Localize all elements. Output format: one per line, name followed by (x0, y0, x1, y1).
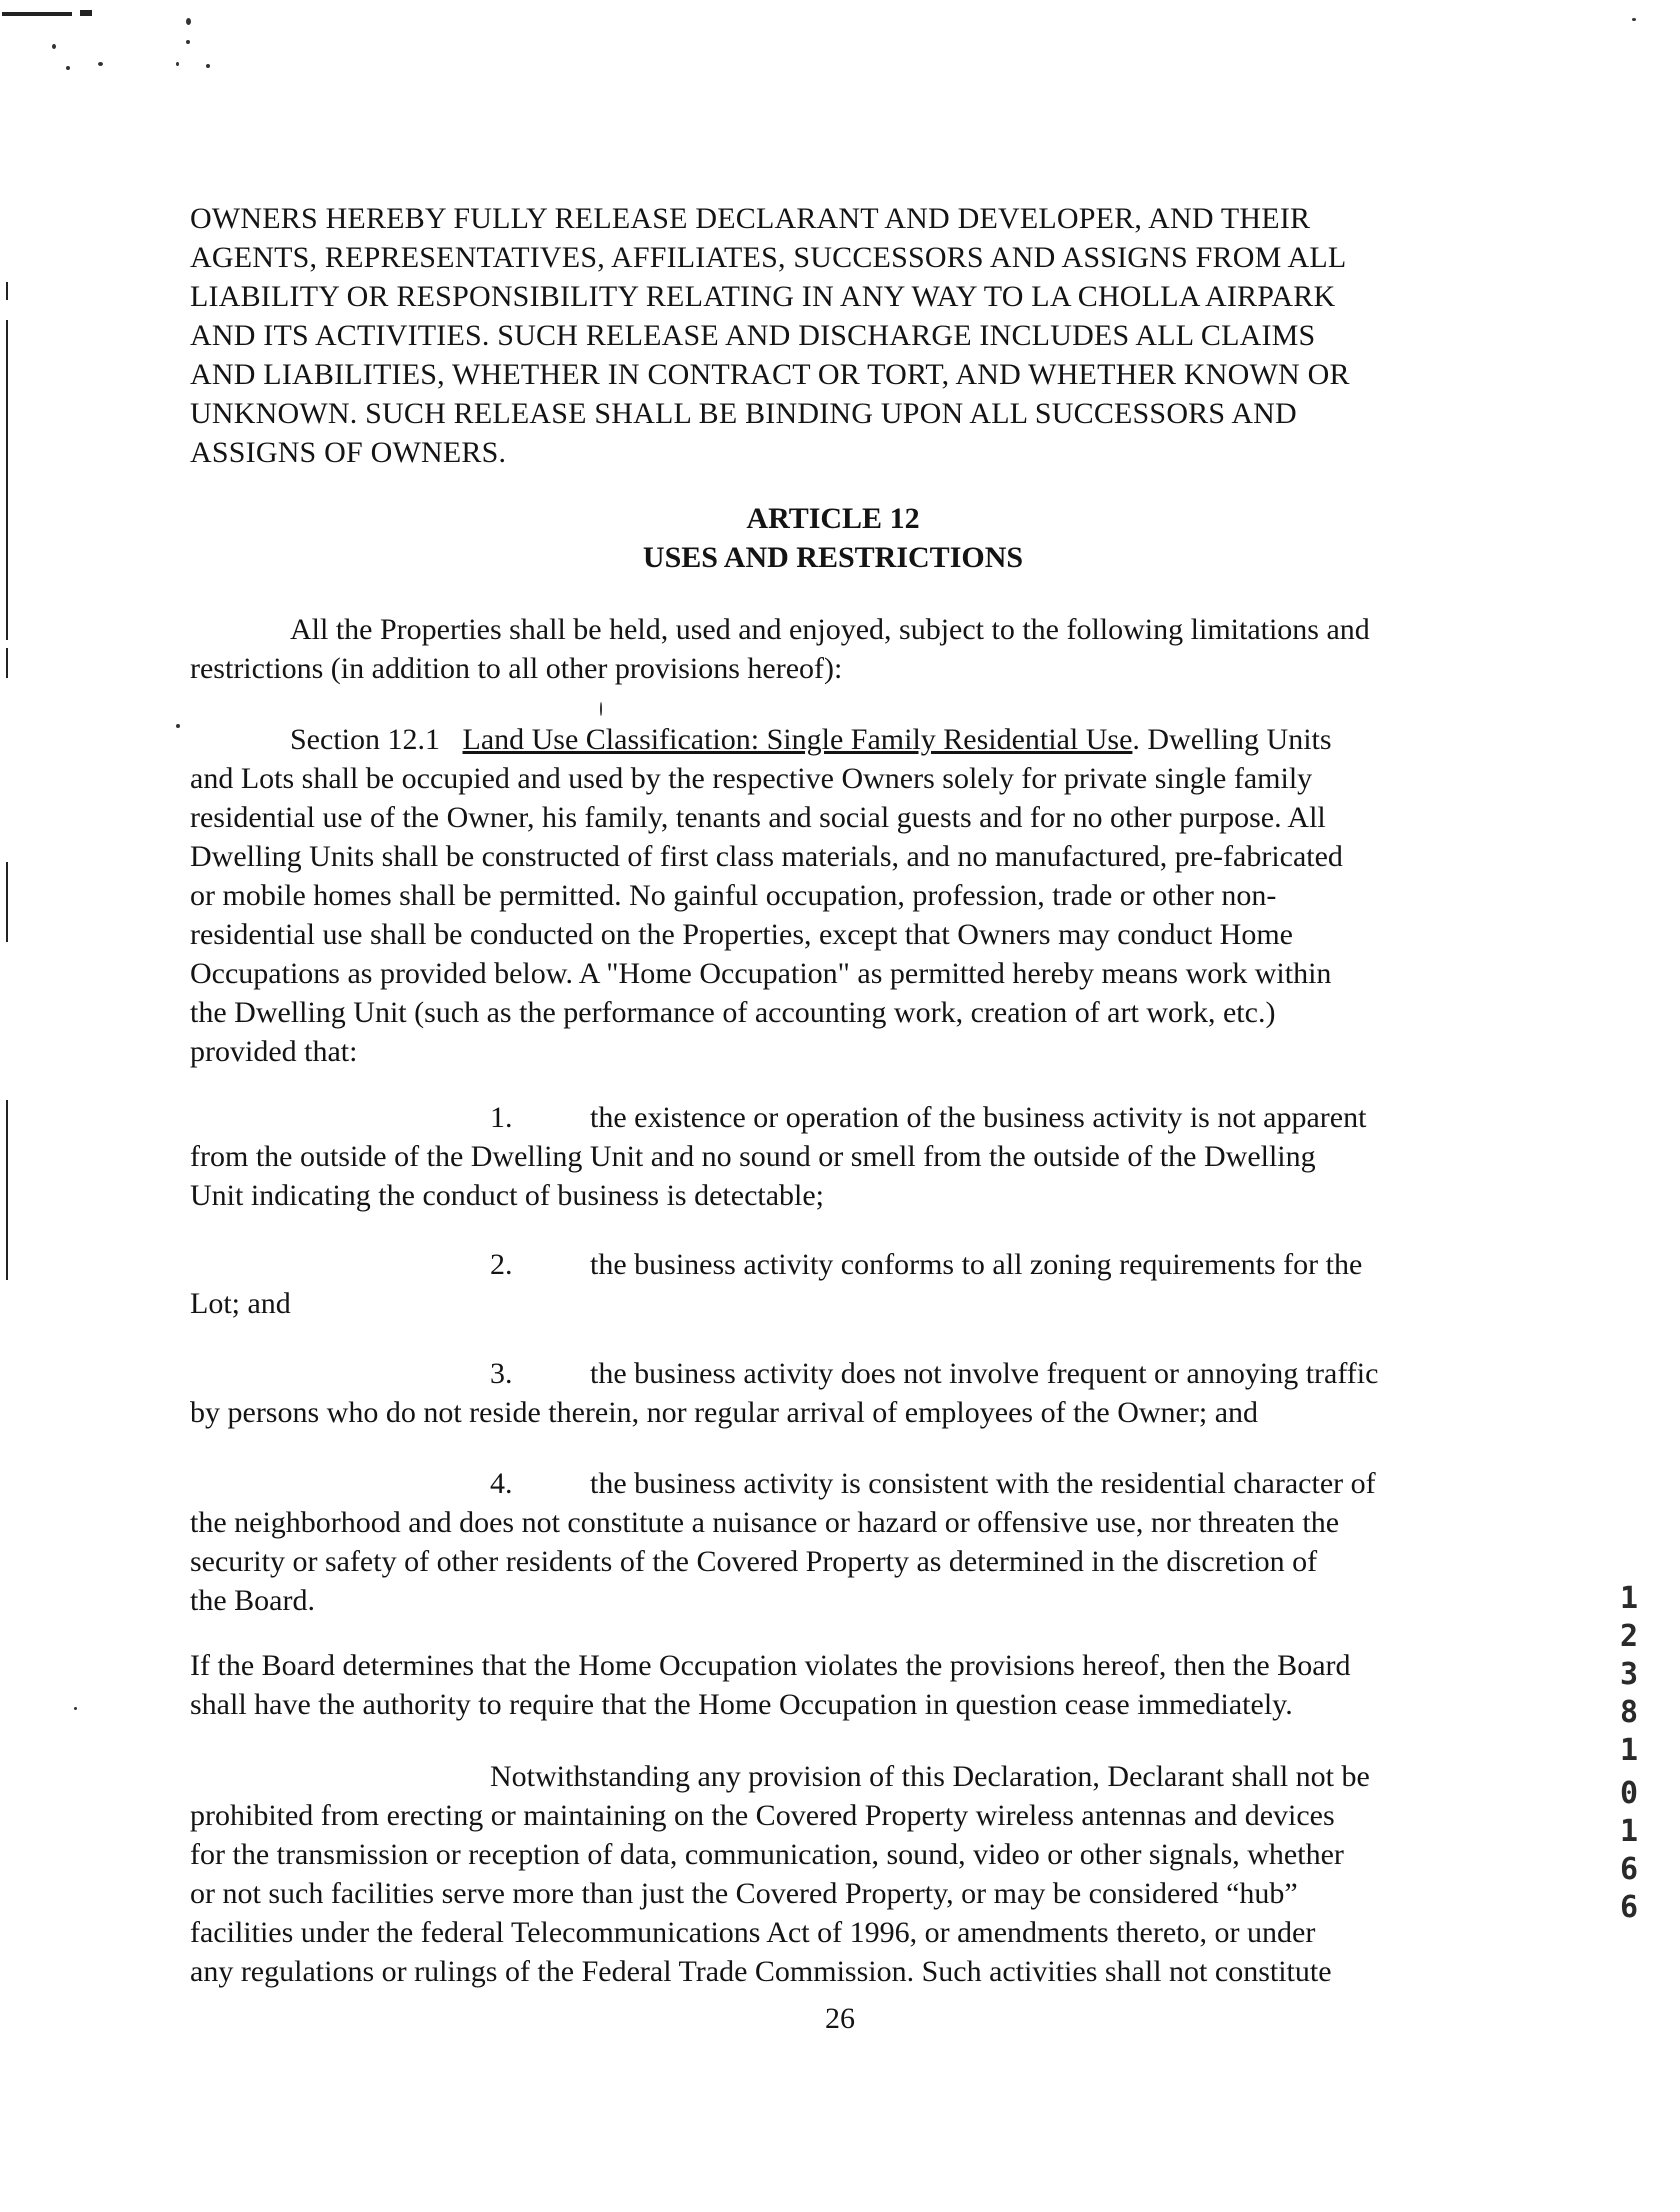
section-heading: Land Use Classification: Single Family Residential Use (462, 723, 1133, 756)
page-number: 26 (825, 2002, 855, 2035)
text-line: residential use of the Owner, his family, tenants and social guests and for no other purpose. All (190, 801, 1326, 834)
text-line: AGENTS, REPRESENTATIVES, AFFILIATES, SUCCESSORS AND ASSIGNS FROM ALL (190, 241, 1347, 274)
text-line: Lot; and (190, 1287, 291, 1320)
margin-bar (6, 1100, 8, 1280)
text-line: AND LIABILITIES, WHETHER IN CONTRACT OR TORT, AND WHETHER KNOWN OR (190, 358, 1350, 391)
margin-bar (6, 648, 8, 678)
stamp-digit: 1 (1619, 1581, 1639, 1616)
scan-artifact (80, 10, 92, 16)
condition-item (190, 1354, 1476, 1432)
text-line: OWNERS HEREBY FULLY RELEASE DECLARANT AND DEVELOPER, AND THEIR (190, 202, 1311, 235)
scan-artifact (52, 44, 56, 49)
condition-first-line (190, 1464, 1476, 1503)
text-line: the Board. (190, 1584, 315, 1617)
text-line: or not such facilities serve more than just the Covered Property, or may be considered “hub” (190, 1877, 1298, 1910)
text-line: Occupations as provided below. A "Home Occupation" as permitted hereby means work within (190, 957, 1332, 990)
text-line: for the transmission or reception of data, communication, sound, video or other signals, whether (190, 1838, 1344, 1871)
text-line: AND ITS ACTIVITIES. SUCH RELEASE AND DISCHARGE INCLUDES ALL CLAIMS (190, 319, 1316, 352)
condition-first-line (190, 1245, 1476, 1284)
scan-artifact (186, 40, 190, 44)
scan-artifact (98, 62, 103, 66)
condition-item (190, 1464, 1476, 1620)
text-line: Notwithstanding any provision of this Declaration, Declarant shall not be (490, 1760, 1370, 1793)
condition-number: 4. (490, 1467, 513, 1500)
text-line: or mobile homes shall be permitted. No gainful occupation, profession, trade or other non- (190, 879, 1277, 912)
scan-artifact (2, 12, 72, 16)
text-line: provided that: (190, 1035, 358, 1068)
stamp-digit: 1 (1619, 1733, 1639, 1768)
stamp-digit: 6 (1619, 1852, 1639, 1887)
section-12-1 (190, 720, 1476, 1071)
stamp-digit: 2 (1619, 1619, 1639, 1654)
stamp-digit: 1 (1619, 1814, 1639, 1849)
board-paragraph (190, 1646, 1476, 1724)
article-number: ARTICLE 12 (746, 502, 920, 535)
condition-first-line (190, 1098, 1476, 1137)
article-heading (190, 499, 1476, 577)
condition-text: the existence or operation of the business activity is not apparent (590, 1101, 1367, 1134)
condition-text: the business activity is consistent with the residential character of (590, 1467, 1376, 1500)
condition-item (190, 1098, 1476, 1215)
scan-artifact (206, 64, 210, 68)
stamp-digit: 6 (1619, 1890, 1639, 1925)
stamp-digit: 8 (1619, 1695, 1639, 1730)
scan-artifact (186, 18, 191, 25)
scan-artifact (66, 66, 70, 70)
text-line: the neighborhood and does not constitute a nuisance or hazard or offensive use, nor threaten the (190, 1506, 1340, 1539)
text-line: by persons who do not reside therein, nor regular arrival of employees of the Owner; and (190, 1396, 1259, 1429)
condition-number: 2. (490, 1248, 513, 1281)
text-line: If the Board determines that the Home Occupation violates the provisions hereof, then the Board (190, 1649, 1351, 1682)
text-line: security or safety of other residents of the Covered Property as determined in the discretion of (190, 1545, 1318, 1578)
antenna-paragraph (190, 1757, 1476, 1991)
recording-stamp (1614, 1580, 1644, 1770)
section-first-line-rest: . Dwelling Units (1132, 723, 1332, 756)
text-line: Unit indicating the conduct of business is detectable; (190, 1179, 825, 1212)
article-title: USES AND RESTRICTIONS (642, 541, 1024, 574)
text-line: UNKNOWN. SUCH RELEASE SHALL BE BINDING UPON ALL SUCCESSORS AND (190, 397, 1297, 430)
section-label: Section 12.1 (290, 723, 440, 756)
section-first-line (190, 720, 1476, 759)
release-paragraph (190, 199, 1476, 472)
text-line: restrictions (in addition to all other provisions hereof): (190, 652, 843, 685)
recording-stamp (1614, 1775, 1644, 1927)
condition-number: 3. (490, 1357, 513, 1390)
condition-number: 1. (490, 1101, 513, 1134)
preamble-paragraph (190, 610, 1476, 688)
scan-artifact (74, 1707, 77, 1710)
text-line: facilities under the federal Telecommunications Act of 1996, or amendments thereto, or under (190, 1916, 1316, 1949)
condition-text: the business activity conforms to all zoning requirements for the (590, 1248, 1363, 1281)
margin-bar (6, 320, 8, 640)
scan-artifact (1632, 18, 1636, 21)
text-line: and Lots shall be occupied and used by the respective Owners solely for private single family (190, 762, 1313, 795)
scan-artifact (600, 702, 602, 716)
text-line: ASSIGNS OF OWNERS. (190, 436, 507, 469)
text-line: LIABILITY OR RESPONSIBILITY RELATING IN ANY WAY TO LA CHOLLA AIRPARK (190, 280, 1336, 313)
text-line: prohibited from erecting or maintaining on the Covered Property wireless antennas and devices (190, 1799, 1335, 1832)
text-line: the Dwelling Unit (such as the performance of accounting work, creation of art work, etc.) (190, 996, 1276, 1029)
text-line: All the Properties shall be held, used and enjoyed, subject to the following limitations and (290, 613, 1370, 646)
scan-artifact (176, 62, 179, 66)
text-line: any regulations or rulings of the Federal Trade Commission. Such activities shall not constitute (190, 1955, 1332, 1988)
condition-text: the business activity does not involve frequent or annoying traffic (590, 1357, 1379, 1390)
condition-item (190, 1245, 1476, 1323)
margin-bar (6, 862, 8, 942)
text-line: residential use shall be conducted on the Properties, except that Owners may conduct Home (190, 918, 1293, 951)
text-line: Dwelling Units shall be constructed of first class materials, and no manufactured, pre-fabricated (190, 840, 1343, 873)
condition-first-line (190, 1354, 1476, 1393)
text-line: from the outside of the Dwelling Unit and no sound or smell from the outside of the Dwelling (190, 1140, 1316, 1173)
stamp-digit: 0 (1619, 1776, 1639, 1811)
stamp-digit: 3 (1619, 1657, 1639, 1692)
scan-artifact (176, 724, 180, 728)
text-line: shall have the authority to require that the Home Occupation in question cease immediately. (190, 1688, 1293, 1721)
margin-bar (6, 282, 8, 300)
